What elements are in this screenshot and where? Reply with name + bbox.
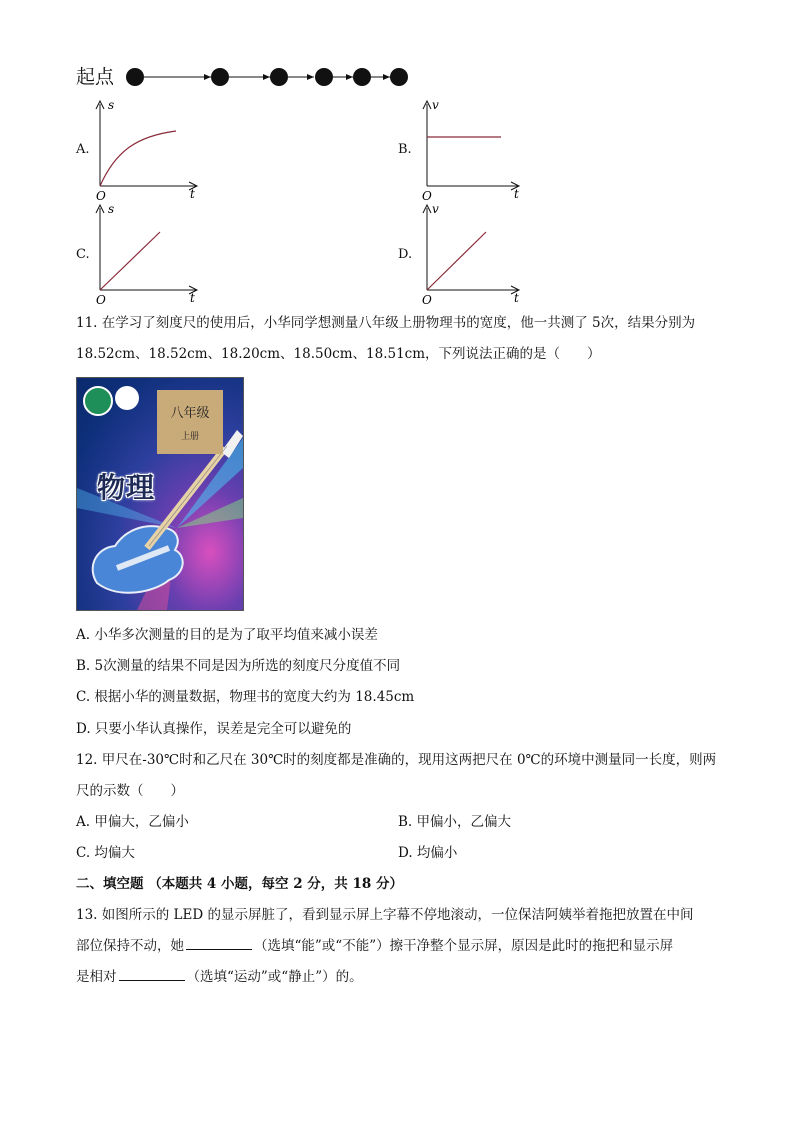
graph-d-origin: O xyxy=(422,293,432,306)
q11-option-b[interactable]: B. 5次测量的结果不同是因为所选的刻度尺分度值不同 xyxy=(76,658,401,674)
option-d-graph[interactable] xyxy=(398,202,528,306)
start-diagram xyxy=(76,64,416,92)
q12-option-d[interactable]: D. 均偏小 xyxy=(398,845,458,861)
dot-4 xyxy=(315,68,333,86)
section2-heading: 二、填空题 （本题共 4 小题，每空 2 分，共 18 分） xyxy=(76,876,403,892)
q13-line3-start: 是相对 xyxy=(76,969,117,985)
q13-line2 xyxy=(76,937,673,955)
graph-a-svg xyxy=(76,98,206,202)
graph-d-x: t xyxy=(514,291,519,305)
curve-d xyxy=(427,232,486,290)
option-c-label: C. xyxy=(76,247,90,262)
motion-dots xyxy=(122,64,422,92)
curve-a xyxy=(100,131,176,186)
graph-b-origin: O xyxy=(422,189,432,202)
q13-line2-start: 部位保持不动，她 xyxy=(76,938,184,954)
graph-a-x: t xyxy=(190,187,195,201)
q11-option-c[interactable]: C. 根据小华的测量数据，物理书的宽度大约为 18.45cm xyxy=(76,689,415,705)
option-a-graph[interactable] xyxy=(76,98,206,202)
q11-option-a[interactable]: A. 小华多次测量的目的是为了取平均值来减小误差 xyxy=(76,627,378,643)
start-label: 起点 xyxy=(76,66,115,88)
graph-c-y: s xyxy=(108,202,115,216)
q13-line3 xyxy=(76,968,363,986)
graph-b-y: v xyxy=(432,98,439,112)
option-d-label: D. xyxy=(398,247,413,262)
option-b-label: B. xyxy=(398,142,412,157)
q12-line1: 12. 甲尺在-30℃时和乙尺在 30℃时的刻度都是准确的，现用这两把尺在 0℃的环境中测量同一长度，则两 xyxy=(76,752,717,768)
graph-b-x: t xyxy=(514,187,519,201)
option-b-graph[interactable] xyxy=(398,98,528,202)
curve-c xyxy=(100,232,160,290)
dot-1 xyxy=(126,68,144,86)
graph-b-svg xyxy=(398,98,528,202)
book-grade: 八年级 xyxy=(170,406,210,421)
book-title: 物理 xyxy=(97,471,156,504)
graph-d-y: v xyxy=(432,202,439,216)
dot-2 xyxy=(211,68,229,86)
graph-d-svg xyxy=(398,202,528,306)
physics-book-cover xyxy=(76,377,244,611)
q11-option-d[interactable]: D. 只要小华认真操作，误差是完全可以避免的 xyxy=(76,721,352,737)
q11-line2: 18.52cm、18.52cm、18.20cm、18.50cm、18.51cm，下列说法正确的是（ ） xyxy=(76,346,601,362)
q11-line1: 11. 在学习了刻度尺的使用后，小华同学想测量八年级上册物理书的宽度，他一共测了 5次，结果分别为 xyxy=(76,315,696,331)
dot-6 xyxy=(390,68,408,86)
graph-a-y: s xyxy=(108,98,115,112)
q13-line3-end: （选填“运动”或“静止”）的。 xyxy=(186,969,363,985)
q13-blank-2[interactable] xyxy=(119,968,185,981)
q13-line2-end: （选填“能”或“不能”）擦干净整个显示屏，原因是此时的拖把和显示屏 xyxy=(254,938,674,954)
series-logo xyxy=(115,386,139,410)
option-c-graph[interactable] xyxy=(76,202,206,306)
grade-box xyxy=(157,390,223,454)
q12-line2: 尺的示数（ ） xyxy=(76,783,184,799)
q12-option-a[interactable]: A. 甲偏大，乙偏小 xyxy=(76,814,189,830)
graph-c-x: t xyxy=(190,291,195,305)
graph-c-origin: O xyxy=(96,293,106,306)
option-a-label: A. xyxy=(76,142,90,157)
q12-option-c[interactable]: C. 均偏大 xyxy=(76,845,135,861)
q13-blank-1[interactable] xyxy=(186,937,252,950)
dot-3 xyxy=(270,68,288,86)
q12-option-b[interactable]: B. 甲偏小，乙偏大 xyxy=(398,814,512,830)
dot-5 xyxy=(353,68,371,86)
graph-c-svg xyxy=(76,202,206,306)
book-volume: 上册 xyxy=(180,432,199,442)
q13-line1: 13. 如图所示的 LED 的显示屏脏了，看到显示屏上字幕不停地滚动，一位保洁阿姨举着拖把放置在中间 xyxy=(76,907,694,923)
publisher-logo xyxy=(83,386,113,416)
graph-a-origin: O xyxy=(96,189,106,202)
